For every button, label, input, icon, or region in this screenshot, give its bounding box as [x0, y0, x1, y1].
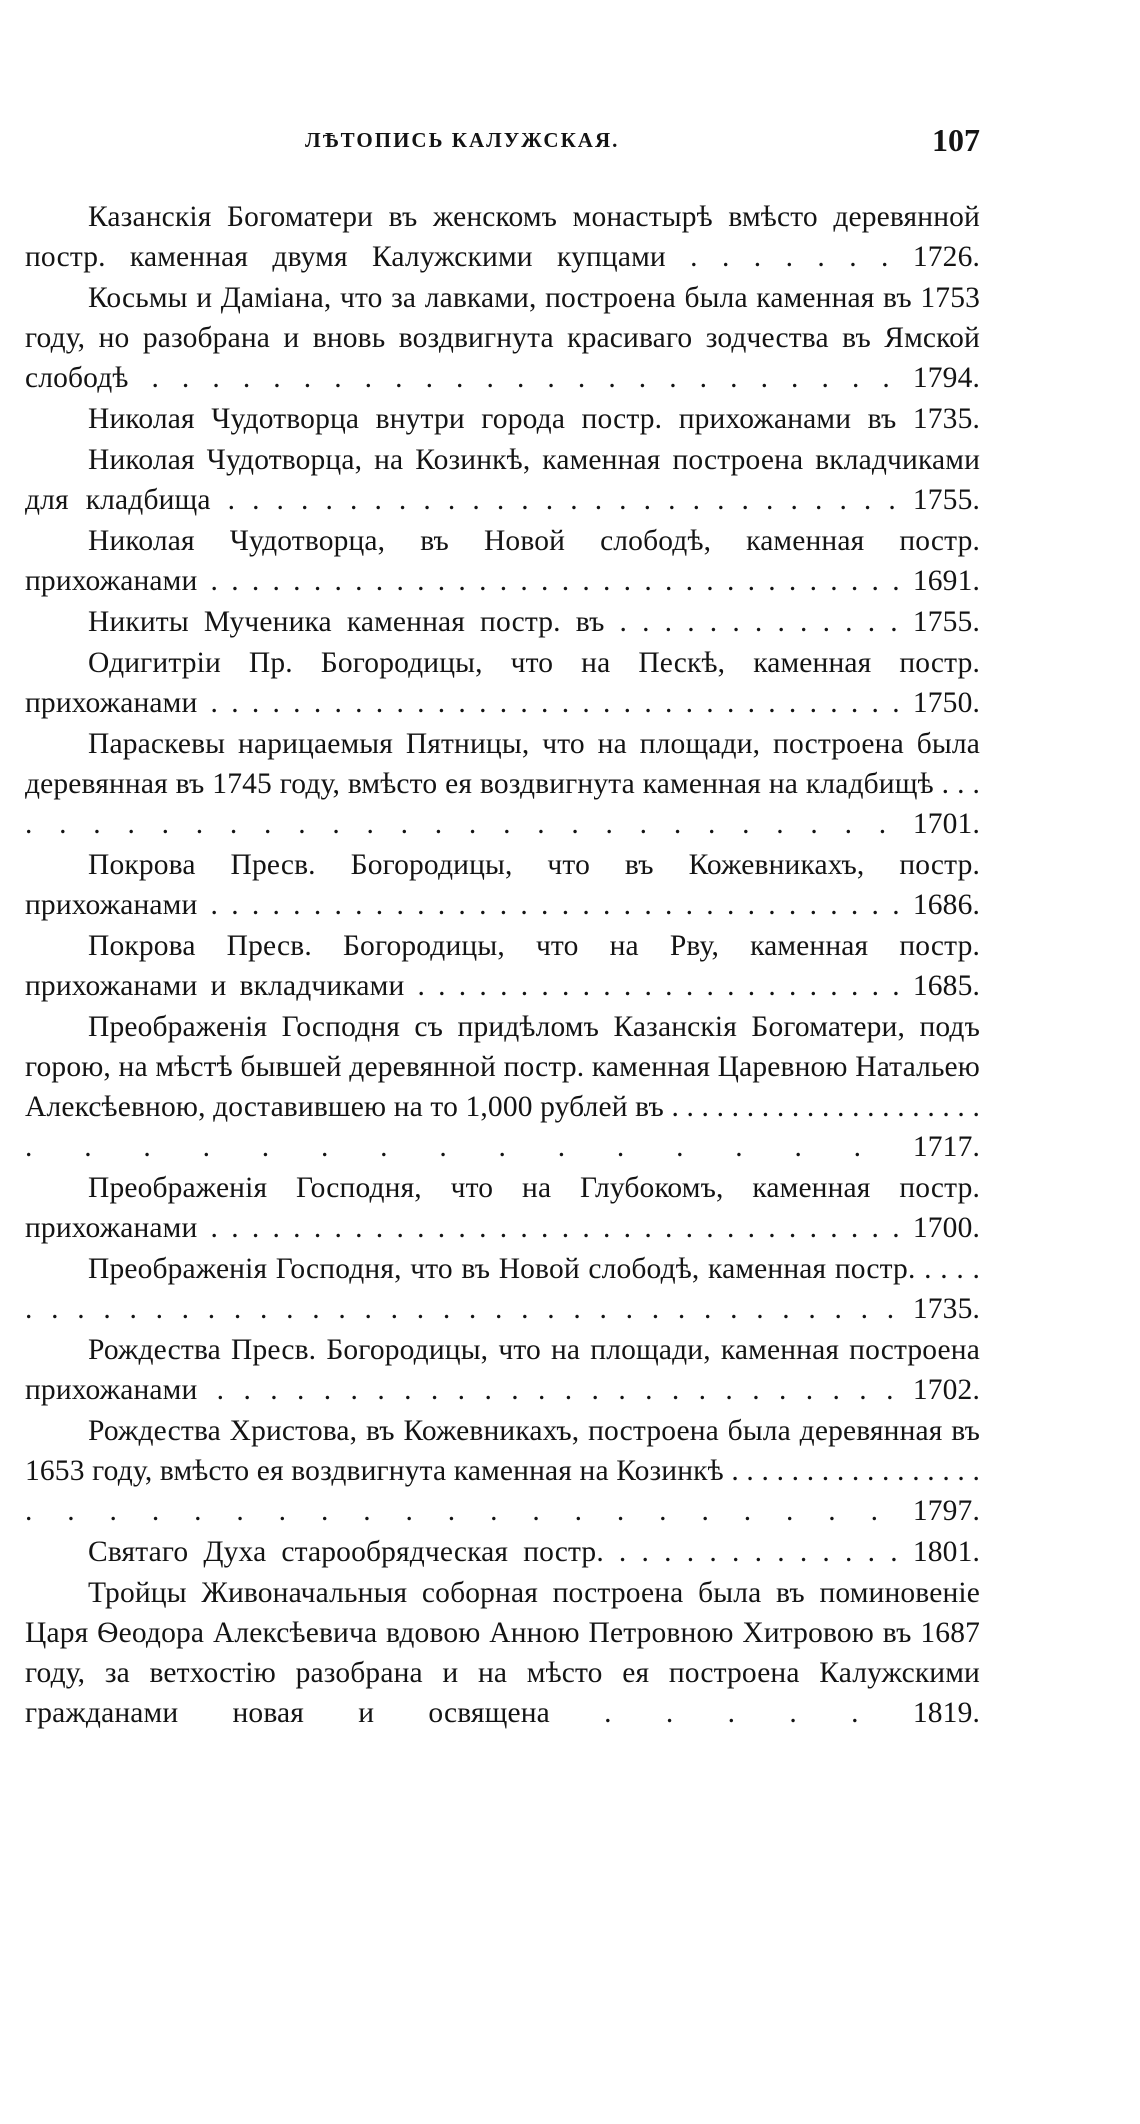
church-entry: Покрова Пресв. Богородицы, что на Рву, каменная постр. прихожанами и вкладчиками . . . . . . . . . . . . . . . . . . . . . . . . 1685.: [25, 930, 980, 1002]
church-entry: Одигитріи Пр. Богородицы, что на Пескѣ, каменная постр. прихожанами . . . . . . . . . . . . . . . . . . . . . . . . . . . . . . . . . . 1750.: [25, 647, 980, 719]
page-header: [0, 122, 1140, 168]
church-entry: Николая Чудотворца внутри города постр. прихожанами въ 1735.: [88, 403, 980, 435]
church-list: [25, 197, 980, 1734]
church-entry: Косьмы и Даміана, что за лавками, построена была каменная въ 1753 году, но разобрана и вновь воздвигнута красиваго зодчества въ Ямской слободѣ . . . . . . . . . . . . . . . . . . . . . . . . . 1794.: [25, 282, 980, 394]
church-entry: Николая Чудотворца, на Козинкѣ, каменная построена вкладчиками для кладбища . . . . . . . . . . . . . . . . . . . . . . . . . . . . 1755.: [25, 444, 980, 516]
running-title: ЛѢТОПИСЬ КАЛУЖСКАЯ.: [305, 128, 620, 152]
church-entry: Никиты Мученика каменная постр. въ . . . . . . . . . . . . . 1755.: [88, 606, 980, 638]
page-number: 107: [932, 122, 980, 158]
church-entry: Казанскія Богоматери въ женскомъ монастырѣ вмѣсто деревянной постр. каменная двумя Калужскими купцами . . . . . . . 1726.: [25, 201, 980, 273]
church-entry: Святаго Духа старообрядческая постр. . . . . . . . . . . . . . 1801.: [88, 1536, 980, 1568]
church-entry: Преображенія Господня съ придѣломъ Казанскія Богоматери, подъ горою, на мѣстѣ бывшей деревянной постр. каменная Царевною Натальею Алексѣевною, доставившею на то 1,000 рублей въ . . . . . . . . . . . . . . . . . . . . . . . . . . . . . . . . . . . . 1717.: [25, 1011, 980, 1163]
church-entry: Преображенія Господня, что на Глубокомъ, каменная постр. прихожанами . . . . . . . . . . . . . . . . . . . . . . . . . . . . . . . . . . 1700.: [25, 1172, 980, 1244]
church-entry: Николая Чудотворца, въ Новой слободѣ, каменная постр. прихожанами . . . . . . . . . . . . . . . . . . . . . . . . . . . . . . . . . . 1691.: [25, 525, 980, 597]
church-entry: Рождества Христова, въ Кожевникахъ, построена была деревянная въ 1653 году, вмѣсто ея воздвигнута каменная на Козинкѣ . . . . . . . . . . . . . . . . . . . . . . . . . . . . . . . . . . . . . . 1797.: [25, 1415, 980, 1527]
church-entry: Параскевы нарицаемыя Пятницы, что на площади, построена была деревянная въ 1745 году, вмѣсто ея воздвигнута каменная на кладбищѣ . . . . . . . . . . . . . . . . . . . . . . . . . . . . . 1701.: [25, 728, 980, 840]
church-entry: Покрова Пресв. Богородицы, что въ Кожевникахъ, постр. прихожанами . . . . . . . . . . . . . . . . . . . . . . . . . . . . . . . . . . 1686.: [25, 849, 980, 921]
church-entry: Преображенія Господня, что въ Новой слободѣ, каменная постр. . . . . . . . . . . . . . . . . . . . . . . . . . . . . . . . . . . . . . . 1735.: [25, 1253, 980, 1325]
church-entry: Тройцы Живоначальныя соборная построена была въ поминовеніе Царя Ѳеодора Алексѣевича вдовою Анною Петровною Хитровою въ 1687 году, за ветхостію разобрана и на мѣсто ея построена Калужскими гражданами новая и освящена . . . . . 1819.: [25, 1577, 980, 1729]
church-entry: Рождества Пресв. Богородицы, что на площади, каменная построена прихожанами . . . . . . . . . . . . . . . . . . . . . . . . . . 1702.: [25, 1334, 980, 1406]
